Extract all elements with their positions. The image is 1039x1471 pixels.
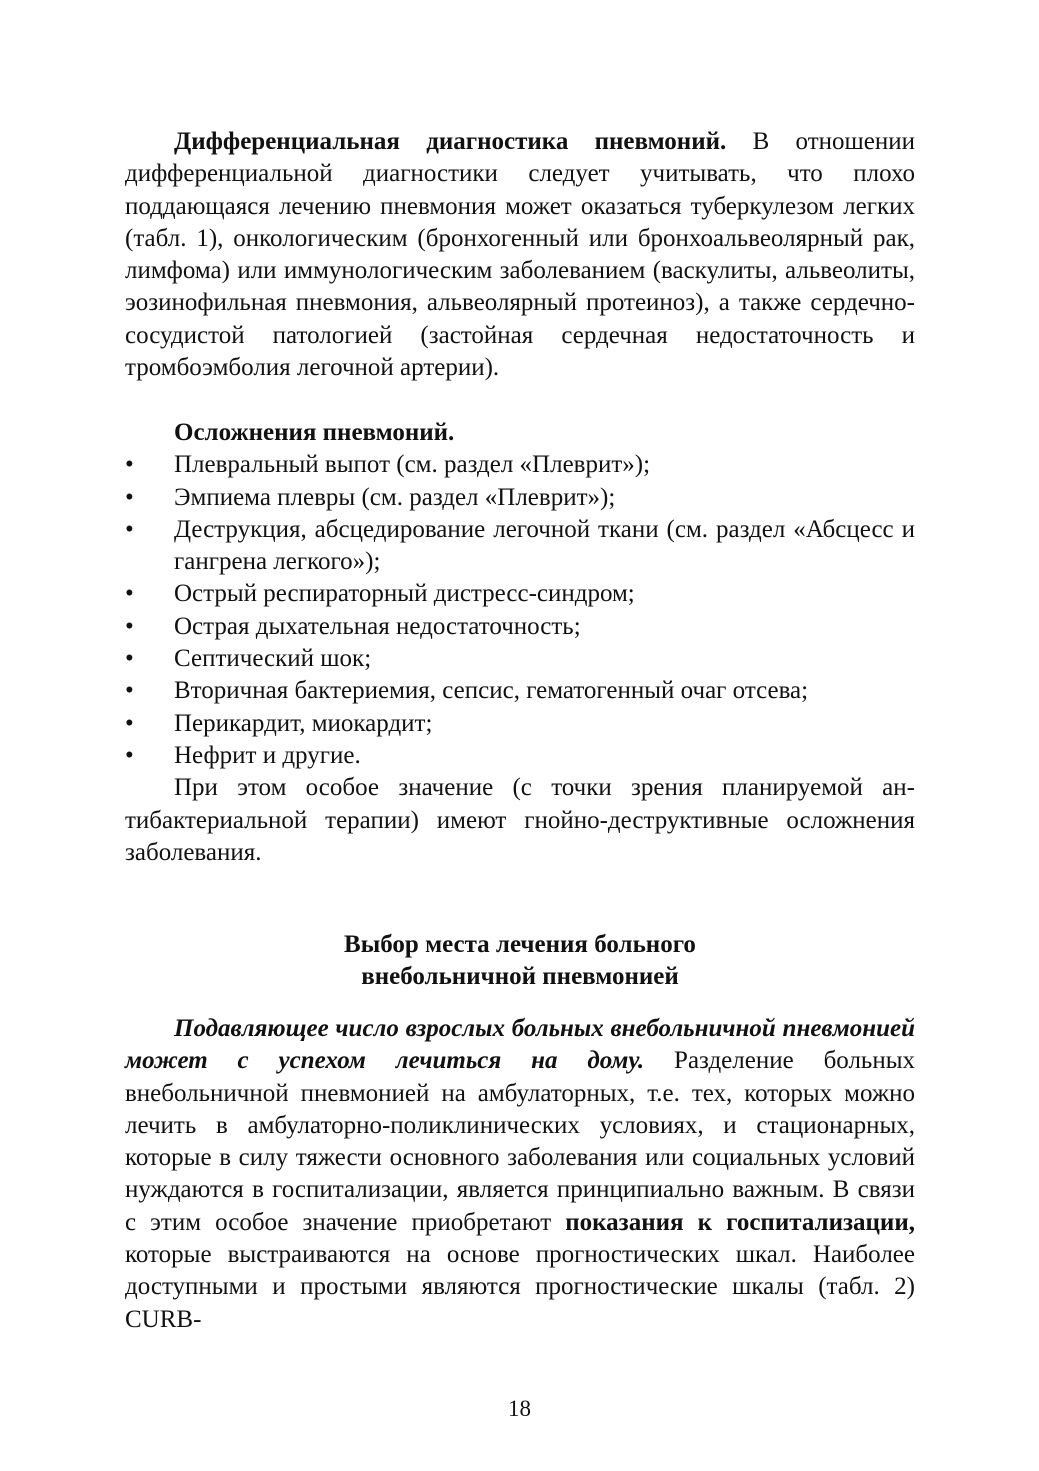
page-number: 18	[508, 1396, 531, 1421]
section-heading-line-2: внебольничной пневмонией	[361, 963, 679, 991]
section-heading-line-1: Выбор места лечения больного	[344, 931, 696, 958]
complication-item-text: Плевральный выпот (см. раздел «Плеврит»);	[174, 451, 651, 479]
complication-item-text: Септический шок;	[174, 645, 372, 673]
paragraph-text-2: которые выстраиваются на основе прогностических шкал. Наиболее доступными и простыми являются прогностические шкалы (табл. 2) CURB-	[125, 1241, 915, 1333]
bullet-icon: •	[125, 677, 134, 705]
complication-item	[125, 611, 915, 643]
bullet-icon: •	[125, 580, 134, 608]
bullet-icon: •	[125, 741, 134, 769]
bullet-icon: •	[125, 645, 134, 673]
complication-item-text: Деструкция, абсцедирование легочной ткани (см. раздел «Абсцесс и гангрена легкого»);	[174, 515, 915, 576]
complication-item-text: Острый респираторный дистресс-синдром;	[174, 580, 635, 608]
paragraph-text-1: Разделение больных внебольничной пневмонией на амбулаторных, т.е. тех, которых можно лечить в амбулаторно-поликлинических условиях, и стационарных, которые в силу тяжести основного заболевания или социальных условий нуждаются в госпитализации, является принципиально важным. В связи с этим особое значение приобретают	[125, 1047, 916, 1236]
bullet-icon: •	[125, 612, 134, 640]
bullet-icon: •	[125, 451, 134, 479]
section-complications	[125, 417, 915, 869]
bullet-icon: •	[125, 515, 134, 543]
hospitalization-indications: показания к госпитализации,	[565, 1208, 915, 1236]
bullet-icon: •	[125, 483, 134, 511]
paragraph-text: В отношении дифференциальной диагностики следует учитывать, что плохо поддающаяся лечению пневмония может оказаться туберкулезом легких (табл. 1), онкологическим (бронхогенный или бронхоальвеолярный рак, лимфома) или иммунологическим заболеванием (васкулиты, альвеолиты, эозинофильная пневмония, альвеолярный протеиноз), а также сердечно-сосудистой патологией (застойная сердечная недостаточность и тромбоэмболия легочной артерии).	[125, 128, 915, 382]
complication-item-text: Острая дыхательная недостаточность;	[174, 612, 581, 640]
section-differential-diagnosis	[125, 126, 915, 384]
complication-item	[125, 482, 915, 514]
paragraph-lead-bold: Дифференциальная диагностика пневмоний.	[174, 128, 727, 155]
complications-list	[125, 449, 915, 772]
complications-note: При этом особое значение (с точки зрения планируемой антибактериальной терапии) имеют гнойно-деструктивные осложнения заболевания.	[125, 774, 915, 866]
complication-item	[125, 514, 915, 579]
bullet-icon: •	[125, 709, 134, 737]
complications-title: Осложнения пневмоний.	[174, 419, 455, 446]
complication-item-text: Перикардит, миокардит;	[174, 709, 433, 737]
complication-item-text: Нефрит и другие.	[174, 741, 361, 769]
paragraph-treatment-place	[125, 1013, 915, 1336]
complication-item	[125, 449, 915, 481]
complication-item	[125, 643, 915, 675]
paragraph-lead-bold-italic: Подавляющее число взрослых больных внебольничной пневмонией может с успехом лечиться на дому.	[125, 1015, 915, 1075]
complication-item	[125, 578, 915, 610]
complication-item-text: Эмпиема плевры (см. раздел «Плеврит»);	[174, 483, 616, 511]
section-treatment-place	[125, 1013, 915, 1336]
paragraph-differential-diagnosis	[125, 126, 915, 384]
complication-item-text: Вторичная бактериемия, сепсис, гематогенный очаг отсева;	[174, 677, 809, 705]
section-heading	[125, 929, 915, 994]
complication-item	[125, 708, 915, 740]
complication-item	[125, 675, 915, 707]
complication-item	[125, 740, 915, 772]
